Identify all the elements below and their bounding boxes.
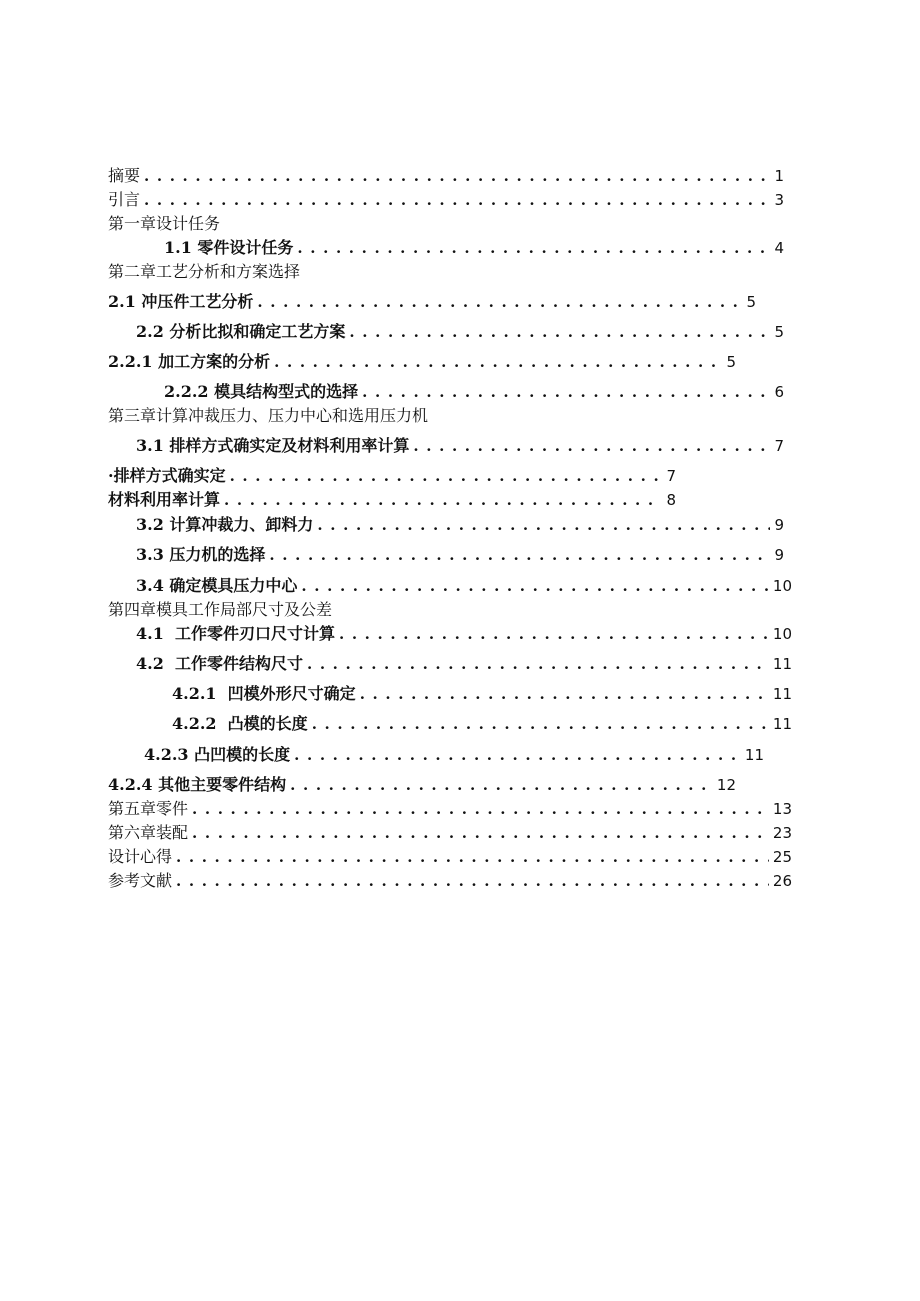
toc-entry-page: 11 bbox=[772, 685, 792, 703]
toc-dot-leader bbox=[297, 236, 770, 260]
toc-entry[interactable] bbox=[108, 488, 676, 512]
toc-dot-leader bbox=[176, 845, 769, 869]
toc-entry-title: 3.4 确定模具压力中心 bbox=[136, 576, 298, 595]
toc-entry[interactable] bbox=[108, 869, 792, 893]
toc-entry-title: 第五章零件 bbox=[108, 799, 189, 818]
toc-entry-page: 7 bbox=[774, 437, 784, 455]
toc-entry-title: 引言 bbox=[108, 190, 141, 209]
toc-entry-title: 4.2.1 凹模外形尺寸确定 bbox=[172, 684, 356, 703]
toc-entry[interactable] bbox=[108, 350, 736, 374]
toc-entry[interactable] bbox=[172, 682, 792, 706]
toc-entry[interactable] bbox=[108, 464, 676, 488]
toc-entry[interactable] bbox=[108, 797, 792, 821]
toc-dot-leader bbox=[362, 380, 770, 404]
toc-dot-leader bbox=[339, 622, 769, 646]
toc-dot-leader bbox=[301, 574, 768, 598]
toc-entry-page: 10 bbox=[772, 577, 792, 595]
toc-dot-leader bbox=[176, 869, 769, 893]
toc-entry[interactable] bbox=[136, 434, 784, 458]
toc-entry[interactable] bbox=[108, 188, 784, 212]
toc-entry[interactable] bbox=[108, 821, 792, 845]
toc-entry[interactable] bbox=[108, 290, 756, 314]
toc-entry-title: 4.2.2 凸模的长度 bbox=[172, 714, 308, 733]
toc-entry-page: 7 bbox=[666, 467, 676, 485]
toc-entry-title: 4.2.4 其他主要零件结构 bbox=[108, 775, 287, 794]
toc-dot-leader bbox=[192, 821, 769, 845]
toc-entry-title: 材料利用率计算 bbox=[108, 490, 221, 509]
toc-entry[interactable] bbox=[136, 622, 792, 646]
toc-entry[interactable] bbox=[108, 164, 784, 188]
toc-dot-leader bbox=[294, 743, 741, 767]
toc-entry[interactable] bbox=[172, 712, 792, 736]
toc-entry-page: 11 bbox=[744, 746, 764, 764]
toc-dot-leader bbox=[312, 712, 769, 736]
toc-entry[interactable] bbox=[144, 743, 764, 767]
toc-entry-title: 2.2 分析比拟和确定工艺方案 bbox=[136, 322, 346, 341]
toc-dot-leader bbox=[269, 543, 770, 567]
toc-entry[interactable] bbox=[164, 236, 784, 260]
toc-dot-leader bbox=[144, 188, 770, 212]
toc-entry-page: 10 bbox=[772, 625, 792, 643]
toc-entry[interactable] bbox=[108, 773, 736, 797]
toc-dot-leader bbox=[257, 290, 742, 314]
toc-entry-page: 11 bbox=[772, 655, 792, 673]
toc-dot-leader bbox=[274, 350, 722, 374]
toc-entry-page: 5 bbox=[746, 293, 756, 311]
toc-entry-page: 12 bbox=[716, 776, 736, 794]
toc-entry-title: 2.2.2 模具结构型式的选择 bbox=[164, 382, 359, 401]
toc-entry-title: 设计心得 bbox=[108, 847, 173, 866]
toc-entry-title: 1.1 零件设计任务 bbox=[164, 238, 294, 257]
toc-entry-title: 摘要 bbox=[108, 166, 141, 185]
toc-dot-leader bbox=[192, 797, 769, 821]
toc-entry-page: 9 bbox=[774, 546, 784, 564]
toc-dot-leader bbox=[413, 434, 770, 458]
toc-entry-title: 参考文献 bbox=[108, 871, 173, 890]
toc-entry[interactable] bbox=[136, 320, 784, 344]
toc-entry[interactable] bbox=[164, 380, 784, 404]
toc-entry[interactable] bbox=[136, 574, 792, 598]
toc-chapter-heading[interactable]: 第二章工艺分析和方案选择 bbox=[108, 262, 301, 281]
toc-chapter-heading[interactable]: 第三章计算冲裁压力、压力中心和选用压力机 bbox=[108, 406, 429, 425]
toc-entry-page: 25 bbox=[772, 848, 792, 866]
toc-entry-page: 5 bbox=[726, 353, 736, 371]
toc-dot-leader bbox=[349, 320, 770, 344]
toc-entry-title: 2.2.1 加工方案的分析 bbox=[108, 352, 271, 371]
toc-entry-title: 4.1 工作零件刃口尺寸计算 bbox=[136, 624, 335, 643]
toc-entry-page: 3 bbox=[774, 191, 784, 209]
toc-dot-leader bbox=[290, 773, 713, 797]
toc-entry-title: 3.3 压力机的选择 bbox=[136, 545, 266, 564]
toc-entry-page: 26 bbox=[772, 872, 792, 890]
toc-entry-page: 8 bbox=[666, 491, 676, 509]
toc-dot-leader bbox=[224, 488, 662, 512]
toc-entry-page: 4 bbox=[774, 239, 784, 257]
toc-entry-page: 13 bbox=[772, 800, 792, 818]
toc-entry-title: 第六章装配 bbox=[108, 823, 189, 842]
toc-entry-page: 5 bbox=[774, 323, 784, 341]
toc-dot-leader bbox=[360, 682, 769, 706]
toc-entry-title: 3.1 排样方式确实定及材料利用率计算 bbox=[136, 436, 410, 455]
toc-entry-page: 9 bbox=[774, 516, 784, 534]
toc-entry[interactable] bbox=[136, 652, 792, 676]
toc-entry[interactable] bbox=[136, 543, 784, 567]
toc-entry-title: 3.2 计算冲裁力、卸料力 bbox=[136, 515, 314, 534]
toc-entry-page: 23 bbox=[772, 824, 792, 842]
toc-dot-leader bbox=[307, 652, 769, 676]
toc-entry-title: ·排样方式确实定 bbox=[108, 466, 226, 485]
toc-entry-page: 6 bbox=[774, 383, 784, 401]
toc-entry-title: 2.1 冲压件工艺分析 bbox=[108, 292, 254, 311]
toc-chapter-heading[interactable]: 第一章设计任务 bbox=[108, 214, 221, 233]
toc-entry-page: 11 bbox=[772, 715, 792, 733]
toc-chapter-heading[interactable]: 第四章模具工作局部尺寸及公差 bbox=[108, 600, 333, 619]
toc-dot-leader bbox=[144, 164, 770, 188]
toc-entry[interactable] bbox=[136, 513, 784, 537]
toc-dot-leader bbox=[230, 464, 663, 488]
toc-dot-leader bbox=[317, 513, 770, 537]
toc-entry-title: 4.2 工作零件结构尺寸 bbox=[136, 654, 303, 673]
toc-entry-title: 4.2.3 凸凹模的长度 bbox=[144, 745, 291, 764]
toc-entry[interactable] bbox=[108, 845, 792, 869]
toc-entry-page: 1 bbox=[774, 167, 784, 185]
